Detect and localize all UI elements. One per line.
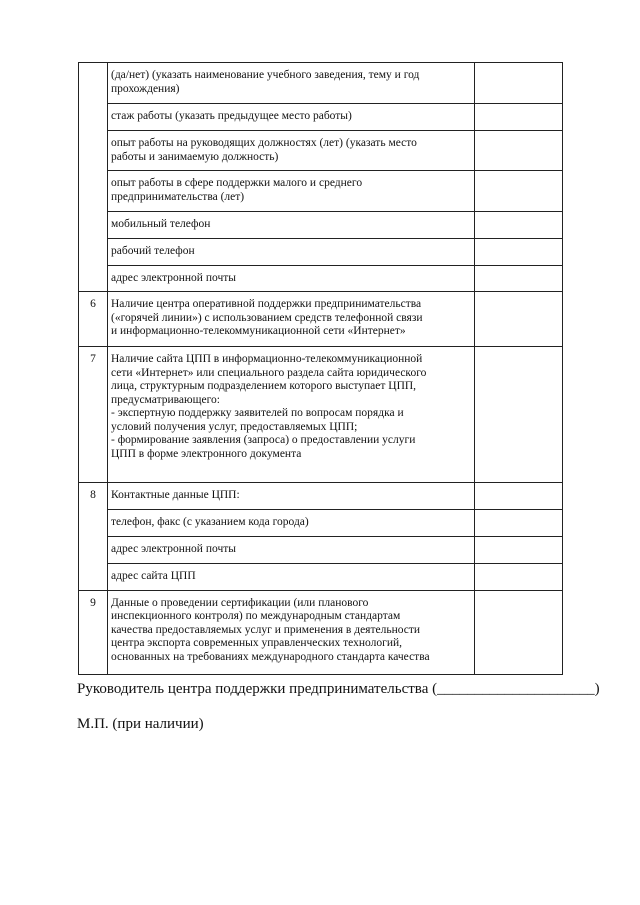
row-number-cell xyxy=(79,63,108,292)
row-label: (да/нет) (указать наименование учебного заведения, тему и год прохождения) xyxy=(108,63,475,104)
stamp-line: М.П. (при наличии) xyxy=(77,716,204,732)
row-label: телефон, факс (с указанием кода города) xyxy=(108,510,475,537)
value-cell[interactable] xyxy=(475,483,563,510)
table-row xyxy=(79,171,563,212)
value-cell[interactable] xyxy=(475,590,563,674)
row-number: 8 xyxy=(79,483,108,591)
value-cell[interactable] xyxy=(475,564,563,591)
row-label: Наличие центра оперативной поддержки предпринимательства («горячей линии») с использованием средств телефонной связи и информационно-телекоммуникационной сети «Интернет» xyxy=(108,292,475,347)
row-label: мобильный телефон xyxy=(108,212,475,239)
row-number: 7 xyxy=(79,347,108,483)
row-label: стаж работы (указать предыдущее место работы) xyxy=(108,104,475,131)
row-label: рабочий телефон xyxy=(108,238,475,265)
table-row xyxy=(79,510,563,537)
signature-line: Руководитель центра поддержки предпринимательства (_____________________) xyxy=(77,681,600,697)
table-row xyxy=(79,104,563,131)
value-cell[interactable] xyxy=(475,171,563,212)
table-row xyxy=(79,63,563,104)
application-form-table xyxy=(78,62,563,675)
row-label: адрес электронной почты xyxy=(108,265,475,292)
table-row xyxy=(79,265,563,292)
table-row xyxy=(79,537,563,564)
value-cell[interactable] xyxy=(475,238,563,265)
value-cell[interactable] xyxy=(475,510,563,537)
row-label: Контактные данные ЦПП: xyxy=(108,483,475,510)
row-label: Данные о проведении сертификации (или планового инспекционного контроля) по международным стандартам качества предоставляемых услуг и применения в деятельности центра экспорта современных управленческих технологий, основанных на требованиях международного стандарта качества xyxy=(108,590,475,674)
table-row xyxy=(79,131,563,171)
table-row xyxy=(79,590,563,674)
value-cell[interactable] xyxy=(475,292,563,347)
row-number: 6 xyxy=(79,292,108,347)
table-row xyxy=(79,238,563,265)
row-label: Наличие сайта ЦПП в информационно-телекоммуникационной сети «Интернет» или специального раздела сайта юридического лица, структурным подразделением которого выступает ЦПП, предусматривающего: - экспертную поддержку заявителей по вопросам порядка и условий получения услуг, предоставляемых ЦПП; - формирование заявления (запроса) о предоставлении услуги ЦПП в форме электронного документа xyxy=(108,347,475,483)
value-cell[interactable] xyxy=(475,265,563,292)
row-label: опыт работы в сфере поддержки малого и среднего предпринимательства (лет) xyxy=(108,171,475,212)
table-row xyxy=(79,564,563,591)
value-cell[interactable] xyxy=(475,212,563,239)
value-cell[interactable] xyxy=(475,347,563,483)
table-row xyxy=(79,483,563,510)
table-row xyxy=(79,347,563,483)
value-cell[interactable] xyxy=(475,63,563,104)
row-label: адрес сайта ЦПП xyxy=(108,564,475,591)
value-cell[interactable] xyxy=(475,131,563,171)
value-cell[interactable] xyxy=(475,104,563,131)
table-row xyxy=(79,292,563,347)
row-number: 9 xyxy=(79,590,108,674)
value-cell[interactable] xyxy=(475,537,563,564)
row-label: адрес электронной почты xyxy=(108,537,475,564)
table-row xyxy=(79,212,563,239)
row-label: опыт работы на руководящих должностях (лет) (указать место работы и занимаемую должность) xyxy=(108,131,475,171)
